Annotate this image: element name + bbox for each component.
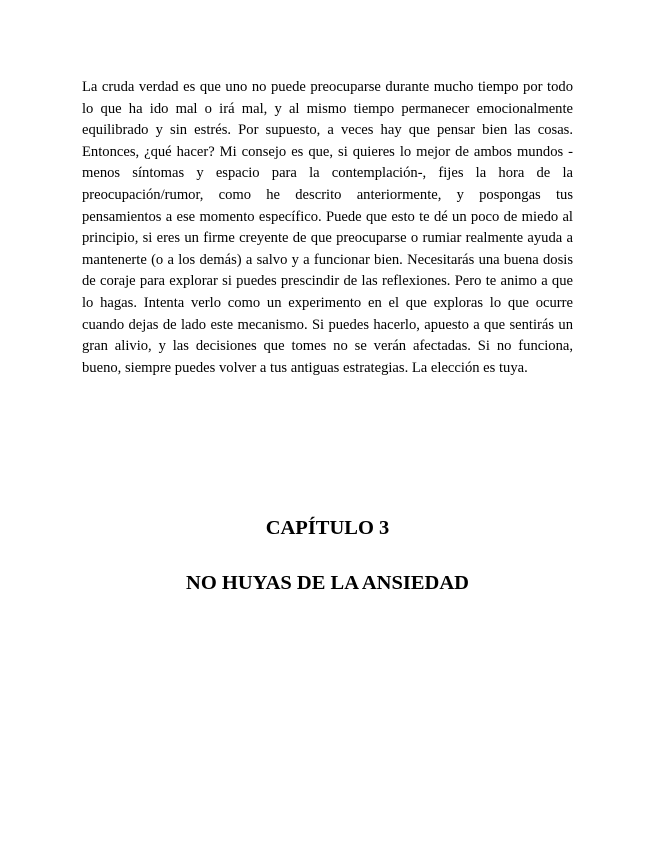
- chapter-title-heading: NO HUYAS DE LA ANSIEDAD: [186, 572, 469, 594]
- chapter-number-heading: CAPÍTULO 3: [265, 517, 390, 539]
- body-paragraph: La cruda verdad es que uno no puede preocuparse durante mucho tiempo por todo lo que ha ido mal o irá mal, y al mismo tiempo permanecer emocionalmente equilibrado y sin estrés. Por supuesto, a veces hay que pensar bien las cosas. Entonces, ¿qué hacer? Mi consejo es que, si quieres lo mejor de ambos mundos -menos síntomas y espacio para la contemplación-, fijes la hora de la preocupación/rumor, como he descrito anteriormente, y pospongas tus pensamientos a ese momento específico. Puede que esto te dé un poco de miedo al principio, si eres un firme creyente de que preocuparse o rumiar realmente ayuda a mantenerte (o a los demás) a salvo y a funcionar bien. Necesitarás una buena dosis de coraje para explorar si puedes prescindir de las reflexiones. Pero te animo a que lo hagas. Intenta verlo como un experimento en el que exploras lo que ocurre cuando dejas de lado este mecanismo. Si puedes hacerlo, apuesto a que sentirás un gran alivio, y las decisiones que tomes no se verán afectadas. Si no funciona, bueno, siempre puedes volver a tus antiguas estrategias. La elección es tuya.: [82, 79, 573, 376]
